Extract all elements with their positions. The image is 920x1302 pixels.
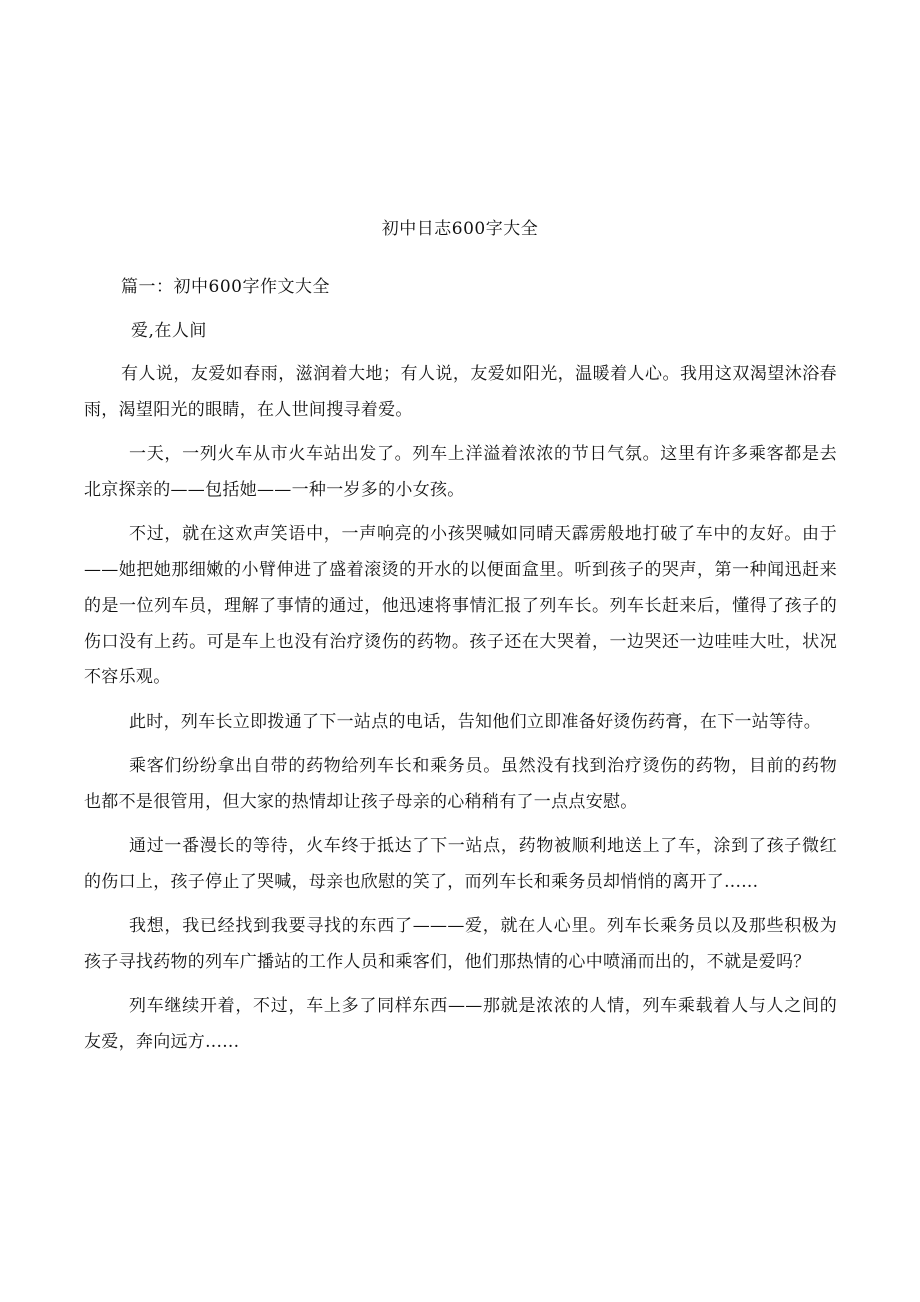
paragraph-8: 列车继续开着，不过，车上多了同样东西——那就是浓浓的人情，列车乘载着人与人之间的友爱，奔向远方...... — [84, 996, 837, 1053]
paragraph-5: 乘客们纷纷拿出自带的药物给列车长和乘务员。虽然没有找到治疗烫伤的药物，目前的药物也都不是很管用，但大家的热情却让孩子母亲的心稍稍有了一点点安慰。 — [84, 755, 837, 812]
paragraph-1: 有人说，友爱如春雨，滋润着大地；有人说，友爱如阳光，温暖着人心。我用这双渴望沐浴春雨，渴望阳光的眼睛，在人世间搜寻着爱。 — [84, 364, 837, 420]
paragraph-2: 一天，一列火车从市火车站出发了。列车上洋溢着浓浓的节日气氛。这里有许多乘客都是去北京探亲的——包括她——一种一岁多的小女孩。 — [84, 444, 837, 500]
essay-body — [84, 357, 837, 1069]
paragraph-6: 通过一番漫长的等待，火车终于抵达了下一站点，药物被顺利地送上了车，涂到了孩子微红的伤口上，孩子停止了哭喊，母亲也欣慰的笑了，而列车长和乘务员却悄悄的离开了...... — [84, 836, 837, 892]
paragraph-4: 此时，列车长立即拨通了下一站点的电话，告知他们立即准备好烫伤药膏，在下一站等待。 — [129, 711, 821, 732]
section-heading: 篇一：初中600字作文大全 — [121, 277, 330, 297]
document-title: 初中日志600字大全 — [381, 219, 539, 239]
paragraph-7: 我想，我已经找到我要寻找的东西了———爱，就在人心里。列车长乘务员以及那些积极为孩子寻找药物的列车广播站的工作人员和乘客们，他们那热情的心中喷涌而出的，不就是爱吗？ — [84, 916, 837, 972]
paragraph-3: 不过，就在这欢声笑语中，一声响亮的小孩哭喊如同晴天霹雳般地打破了车中的友好。由于——她把她那细嫩的小臂伸进了盛着滚烫的开水的以便面盒里。听到孩子的哭声，第一种闻迅赶来的是一位列车员，理解了事情的通过，他迅速将事情汇报了列车长。列车长赶来后，懂得了孩子的伤口没有上药。可是车上也没有治疗烫伤的药物。孩子还在大哭着，一边哭还一边哇哇大吐，状况不容乐观。 — [84, 524, 837, 688]
essay-title: 爱,在人间 — [131, 321, 207, 341]
